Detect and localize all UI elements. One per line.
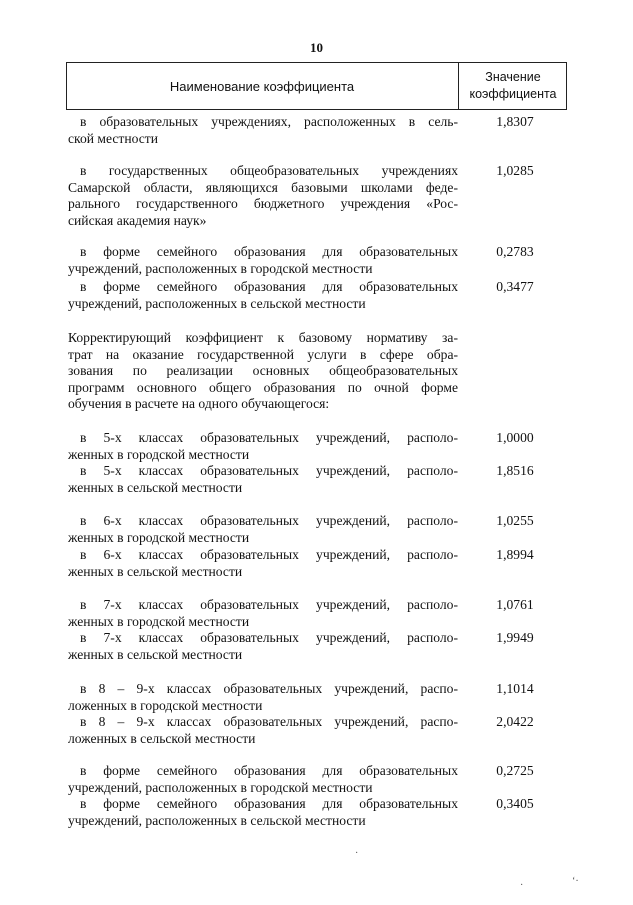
header-value-line2: коэффициента	[469, 87, 557, 101]
page-number: 10	[310, 40, 323, 55]
coefficient-row-text	[68, 430, 458, 463]
text-line: рального государственного бюджетного учреждения «Рос-	[68, 196, 458, 211]
text-line: женных в городской местности	[68, 529, 250, 545]
coefficient-row-text	[68, 597, 458, 630]
text-line: сийская академия наук»	[68, 212, 207, 228]
coefficient-row-text	[68, 244, 458, 277]
coefficient-row-text	[68, 547, 458, 580]
text-line: ложенных в сельской местности	[68, 730, 256, 746]
text-line: в форме семейного образования для образовательных	[80, 796, 458, 811]
text-line: женных в сельской местности	[68, 646, 243, 662]
text-line: в 6-х классах образовательных учреждений, располо-	[80, 513, 458, 528]
coefficient-value: 1,8516	[496, 463, 534, 478]
scan-speck: ·	[355, 848, 359, 859]
text-line: Самарской области, являющихся базовыми школами феде-	[68, 179, 458, 195]
text-line: в форме семейного образования для образовательных	[80, 763, 458, 778]
coefficient-row-text	[68, 463, 458, 496]
header-value-line1: Значение	[485, 70, 541, 84]
text-line: трат на оказание государственной услуги в сфере обра-	[68, 346, 458, 362]
text-line: ской местности	[68, 130, 159, 146]
text-line: ложенных в городской местности	[68, 697, 263, 713]
text-line: учреждений, расположенных в городской местности	[68, 779, 373, 795]
coefficient-value: 1,9949	[496, 630, 534, 645]
scan-speck: ʻ·	[572, 876, 579, 887]
coefficient-value: 0,3405	[496, 796, 534, 811]
coefficient-row-text	[68, 714, 458, 747]
coefficient-row-text	[68, 513, 458, 546]
coefficient-value: 1,0761	[496, 597, 534, 612]
text-line: обучения в расчете на одного обучающегося:	[68, 396, 330, 411]
coefficient-row-text	[68, 763, 458, 796]
coefficient-value: 1,1014	[496, 681, 534, 696]
text-line: женных в городской местности	[68, 446, 250, 462]
text-line: учреждений, расположенных в сельской местности	[68, 295, 366, 311]
coefficient-value: 0,2783	[496, 244, 534, 259]
text-line: в 7-х классах образовательных учреждений, располо-	[80, 630, 458, 645]
coefficient-value: 1,0285	[496, 163, 534, 178]
text-line: женных в сельской местности	[68, 479, 243, 495]
coefficient-row-text	[68, 796, 458, 829]
header-value-column	[459, 62, 567, 110]
text-line: в образовательных учреждениях, расположенных в сель-	[80, 114, 458, 129]
text-line: в 7-х классах образовательных учреждений, располо-	[80, 597, 458, 612]
coefficient-row-text	[68, 279, 458, 312]
text-line: в 6-х классах образовательных учреждений, располо-	[80, 547, 458, 562]
coefficient-value: 0,3477	[496, 279, 534, 294]
coefficient-row-text	[68, 681, 458, 714]
text-line: учреждений, расположенных в городской местности	[68, 260, 373, 276]
coefficient-value: 2,0422	[496, 714, 534, 729]
text-line: программ основного общего образования по очной форме	[68, 379, 458, 395]
text-line: учреждений, расположенных в сельской местности	[68, 812, 366, 828]
coefficient-row-text	[68, 330, 458, 413]
coefficient-value: 1,0255	[496, 513, 534, 528]
header-name-column: Наименование коэффициента	[169, 78, 355, 94]
text-line: в 8 – 9-х классах образовательных учреждений, распо-	[80, 681, 458, 696]
text-line: женных в сельской местности	[68, 563, 243, 579]
coefficient-row-text	[68, 163, 458, 229]
text-line: в 8 – 9-х классах образовательных учреждений, распо-	[80, 714, 458, 729]
text-line: в государственных общеобразовательных учреждениях	[80, 163, 458, 178]
coefficient-value: 1,0000	[496, 430, 534, 445]
text-line: в 5-х классах образовательных учреждений, располо-	[80, 430, 458, 445]
text-line: женных в городской местности	[68, 613, 250, 629]
text-line: в форме семейного образования для образовательных	[80, 279, 458, 294]
coefficient-value: 0,2725	[496, 763, 534, 778]
scan-speck: ·	[520, 880, 524, 891]
text-line: Корректирующий коэффициент к базовому нормативу за-	[68, 330, 458, 345]
text-line: зования по реализации основных общеобразовательных	[68, 363, 458, 378]
text-line: в форме семейного образования для образовательных	[80, 244, 458, 259]
coefficient-value: 1,8994	[496, 547, 534, 562]
coefficient-row-text	[68, 114, 458, 147]
coefficient-value: 1,8307	[496, 114, 534, 129]
text-line: в 5-х классах образовательных учреждений, располо-	[80, 463, 458, 478]
coefficient-row-text	[68, 630, 458, 663]
